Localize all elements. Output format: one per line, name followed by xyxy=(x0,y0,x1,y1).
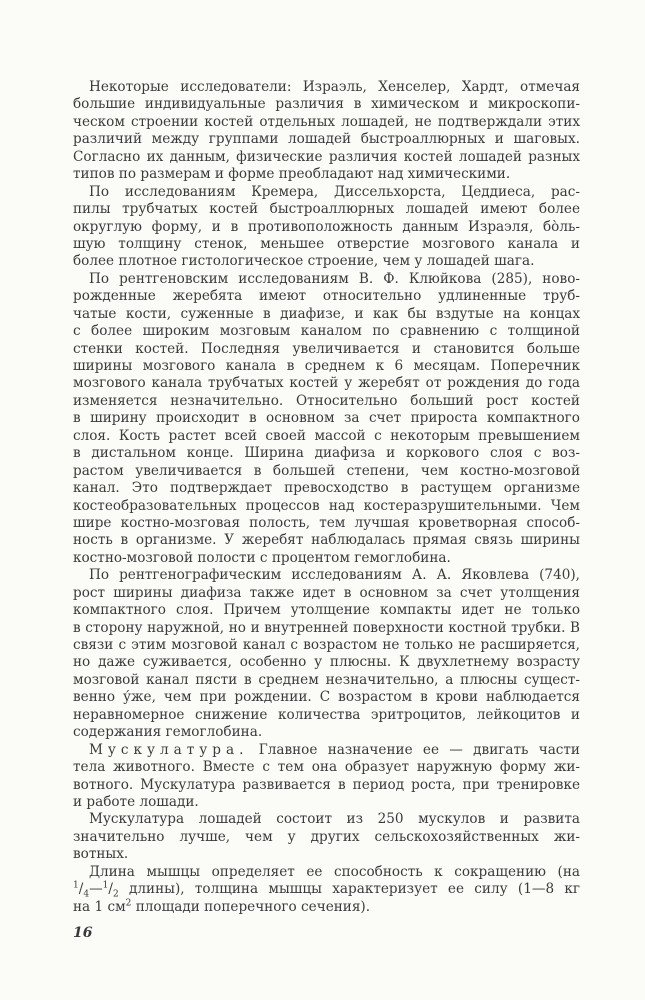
text-line: значительно лучше, чем у других сельскохозяйственных жи- xyxy=(73,828,580,845)
denominator: 4 xyxy=(83,889,90,900)
text-line: чатые кости, суженные в диафизе, и как бы вздутые на концах xyxy=(73,305,580,322)
text-line: ческом строении костей отдельных лошадей, не подтверждали этих xyxy=(73,113,580,130)
fraction: $^1/_4—^1/_2$ xyxy=(73,880,119,900)
text-line: ширины мозгового канала в среднем к 6 месяцам. Поперечник xyxy=(73,358,580,374)
text-line: костеобразовательных процессов над костеразрушительными. Чем xyxy=(73,497,580,514)
paragraph xyxy=(73,567,580,741)
text-line: мозговой канал пясти в среднем незначительно, а плюсны сущест- xyxy=(73,671,580,688)
numerator: 1 xyxy=(73,880,79,891)
text-fragment: на 1 см xyxy=(73,898,126,915)
paragraph xyxy=(73,742,580,812)
dash: — xyxy=(89,881,103,898)
text-line: изменяется незначительно. Относительно больший рост костей xyxy=(73,392,580,409)
text-line: стенки костей. Последняя увеличивается и становится больше xyxy=(73,340,580,357)
text-line: По рентгенографическим исследованиям А. А. Яковлева (740), xyxy=(89,567,580,584)
text-line: рост ширины диафиза также идет в основном за счет утолщения xyxy=(73,584,580,601)
page-number: 16 xyxy=(73,925,93,941)
superscript: 2 xyxy=(125,898,132,909)
text-fragment: площади поперечного сечения). xyxy=(135,898,371,915)
text-line: ность в организме. У жеребят наблюдалась прямая связь ширины xyxy=(73,532,580,549)
text-line: шую толщину стенок, меньшее отверстие мозгового канала и xyxy=(73,235,580,252)
text-line: с более широким мозговым каналом по сравнению с толщиной xyxy=(73,323,580,340)
text-line: канал. Это подтверждает превосходство в растущем организме xyxy=(73,480,580,497)
section-heading: Мускулатура. xyxy=(89,741,249,758)
text-fragment: длины), толщина мышцы характеризует ее силу (1—8 кг xyxy=(129,881,580,898)
text-line xyxy=(73,899,580,916)
text-line: в ширину происходит в основном за счет прироста компактного xyxy=(73,410,580,427)
text-line: растом увеличивается в большей степени, чем костно-мозговой xyxy=(73,462,580,479)
paragraph xyxy=(73,811,580,863)
denominator: 2 xyxy=(112,889,119,900)
text-line: По исследованиям Кремера, Диссельхорста, Цеддиеса, рас- xyxy=(89,183,580,200)
text-line: вотных. xyxy=(73,846,129,863)
text-line: различий между группами лошадей быстроаллюрных и шаговых. xyxy=(73,131,580,148)
paragraph xyxy=(73,864,580,916)
paragraph xyxy=(73,79,580,184)
text-line: венно у́же, чем при рождении. С возрастом в крови наблюдается xyxy=(73,689,580,706)
text-line xyxy=(73,881,580,898)
text-line: связи с этим мозговой канал с возрастом не только не расширяется, xyxy=(73,637,580,653)
text-line: пилы трубчатых костей быстроаллюрных лошадей имеют более xyxy=(73,201,580,218)
text-line: Некоторые исследователи: Израэль, Хенселер, Хардт, отмечая xyxy=(89,79,580,95)
text-line: слоя. Кость растет всей своей массой с некоторым превышением xyxy=(73,427,580,444)
text-line: По рентгеновским исследованиям В. Ф. Клюйкова (285), ново- xyxy=(89,270,580,287)
text-line: вотного. Мускулатура развивается в период роста, при тренировке xyxy=(73,776,580,793)
text-line: мозгового канала трубчатых костей у жеребят от рождения до года xyxy=(73,375,580,392)
text-line xyxy=(73,742,580,759)
text-line: округлую форму, и в противоположность данным Израэля, бо̀ль- xyxy=(73,218,580,235)
text-line: тела животного. Вместе с тем она образует наружную форму жи- xyxy=(73,759,580,776)
text-line: Длина мышцы определяет ее способность к сокращению (на xyxy=(89,863,580,880)
text-line: и работе лошади. xyxy=(73,793,199,810)
text-line: в сторону наружной, но и внутренней поверхности костной трубки. В xyxy=(73,619,580,636)
text-line: более плотное гистологическое строение, чем у лошадей шага. xyxy=(73,253,535,270)
text-line: типов по размерам и форме преобладают над химическими. xyxy=(73,166,511,183)
text-line: в дистальном конце. Ширина диафиза и коркового слоя с воз- xyxy=(73,445,580,462)
text-line: костно-мозговой полости с процентом гемоглобина. xyxy=(73,549,451,566)
paragraph xyxy=(73,184,580,271)
text-line: но даже суживается, особенно у плюсны. К двухлетнему возрасту xyxy=(73,654,580,671)
text-line: шире костно-мозговая полость, тем лучшая кроветворная способ- xyxy=(73,514,580,531)
text-line: Мускулатура лошадей состоит из 250 мускулов и развита xyxy=(89,811,580,828)
text-fragment: Главное назначение ее — двигать части xyxy=(258,741,580,758)
text-line: компактного слоя. Причем утолщение компакты идет не только xyxy=(73,602,580,619)
text-line: неравномерное снижение количества эритроцитов, лейкоцитов и xyxy=(73,706,580,723)
text-line: Согласно их данным, физические различия костей лошадей разных xyxy=(73,148,580,165)
paragraph xyxy=(73,271,580,567)
text-line: содержания гемоглобина. xyxy=(73,724,263,741)
page-body xyxy=(73,79,580,916)
text-line: большие индивидуальные различия в химическом и микроскопи- xyxy=(73,96,580,113)
numerator: 1 xyxy=(102,880,109,891)
text-line: рожденные жеребята имеют относительно удлиненные труб- xyxy=(73,288,580,305)
